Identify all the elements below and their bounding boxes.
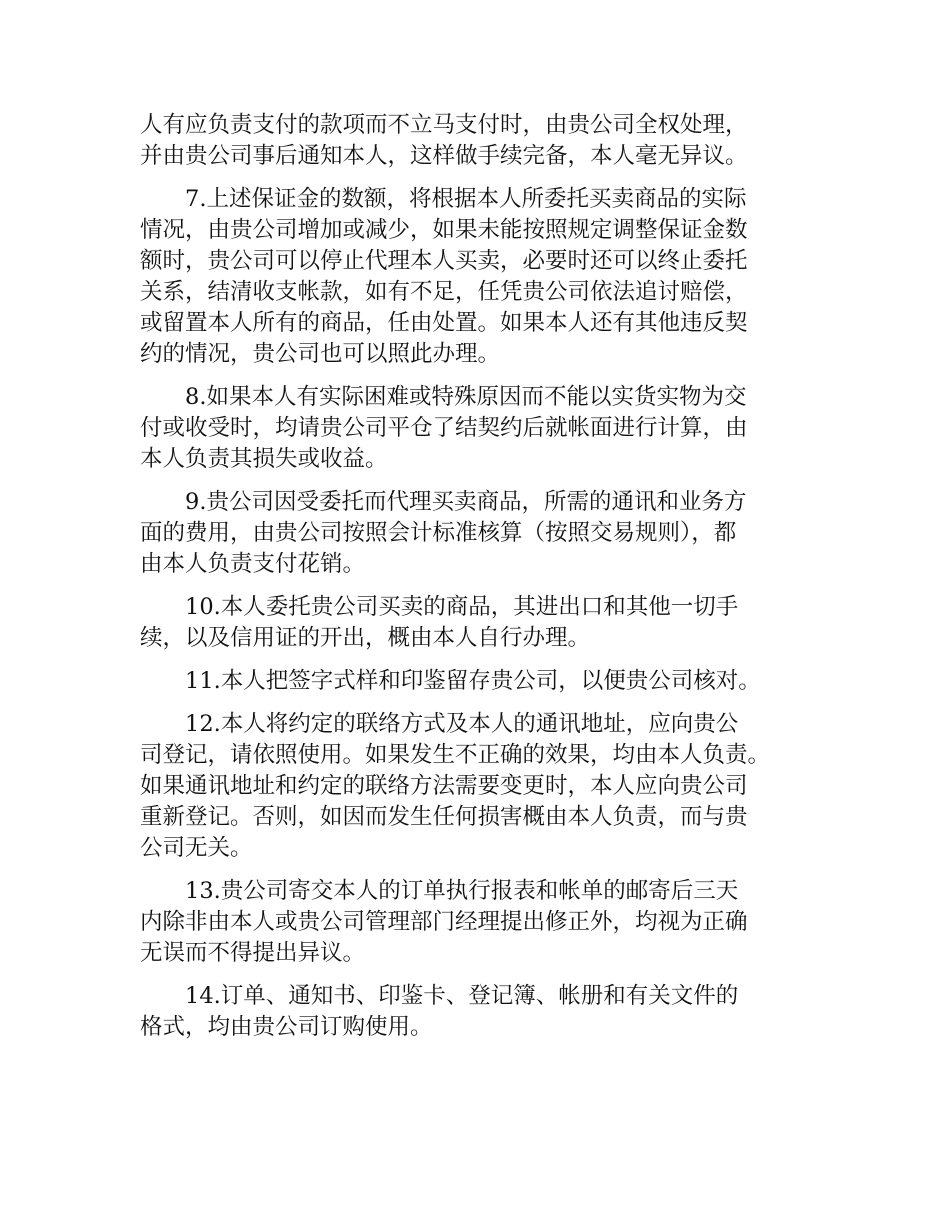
- paragraph-9: [140, 487, 830, 580]
- text-line: 无误而不得提出异议。: [140, 940, 366, 966]
- text-line: 并由贵公司事后通知本人，这样做手续完备，本人毫无异议。: [140, 143, 748, 169]
- text-line: 9.贵公司因受委托而代理买卖商品，所需的通讯和业务方: [185, 489, 747, 515]
- text-line: 约的情况，贵公司也可以照此办理。: [140, 341, 501, 367]
- paragraph-12: [140, 709, 830, 864]
- text-line: 12.本人将约定的联络方式及本人的通讯地址，应向贵公: [185, 711, 739, 737]
- text-line: 11.本人把签字式样和印鉴留存贵公司，以便贵公司核对。: [185, 668, 761, 694]
- text-line: 人有应负责支付的款项而不立马支付时，由贵公司全权处理，: [140, 112, 748, 138]
- text-line: 面的费用，由贵公司按照会计标准核算（按照交易规则），都: [140, 520, 737, 546]
- text-line: 付或收受时，均请贵公司平仓了结契约后就帐面进行计算，由: [140, 415, 748, 441]
- text-line: 情况，由贵公司增加或减少，如果未能按照规定调整保证金数: [140, 217, 748, 243]
- paragraph-14: [140, 981, 830, 1043]
- text-line: 额时，贵公司可以停止代理本人买卖，必要时还可以终止委托: [140, 248, 748, 274]
- text-line: 司登记，请依照使用。如果发生不正确的效果，均由本人负责。: [140, 742, 771, 768]
- text-line: 公司无关。: [140, 835, 253, 861]
- text-line: 14.订单、通知书、印鉴卡、登记簿、帐册和有关文件的: [185, 983, 739, 1009]
- text-line: 13.贵公司寄交本人的订单执行报表和帐单的邮寄后三天: [185, 878, 739, 904]
- text-line: 10.本人委托贵公司买卖的商品，其进出口和其他一切手: [185, 594, 739, 620]
- text-line: 内除非由本人或贵公司管理部门经理提出修正外，均视为正确: [140, 909, 748, 935]
- paragraph-11: [140, 666, 830, 697]
- paragraph-7: [140, 184, 830, 370]
- text-line: 关系，结清收支帐款，如有不足，任凭贵公司依法追讨赔偿，: [140, 279, 748, 305]
- text-line: 续，以及信用证的开出，概由本人自行办理。: [140, 625, 591, 651]
- text-line: 由本人负责支付花销。: [140, 551, 366, 577]
- text-line: 或留置本人所有的商品，任由处置。如果本人还有其他违反契: [140, 310, 748, 336]
- text-line: 本人负责其损失或收益。: [140, 446, 388, 472]
- text-line: 如果通讯地址和约定的联络方法需要变更时，本人应向贵公司: [140, 773, 748, 799]
- paragraph-8: [140, 382, 830, 475]
- document-body: [140, 110, 830, 1055]
- text-line: 7.上述保证金的数额，将根据本人所委托买卖商品的实际: [185, 186, 747, 212]
- paragraph-13: [140, 876, 830, 969]
- paragraph-10: [140, 592, 830, 654]
- text-line: 8.如果本人有实际困难或特殊原因而不能以实货实物为交: [185, 384, 747, 410]
- text-line: 重新登记。否则，如因而发生任何损害概由本人负责，而与贵: [140, 804, 748, 830]
- paragraph-6-continued: [140, 110, 830, 172]
- text-line: 格式，均由贵公司订购使用。: [140, 1014, 433, 1040]
